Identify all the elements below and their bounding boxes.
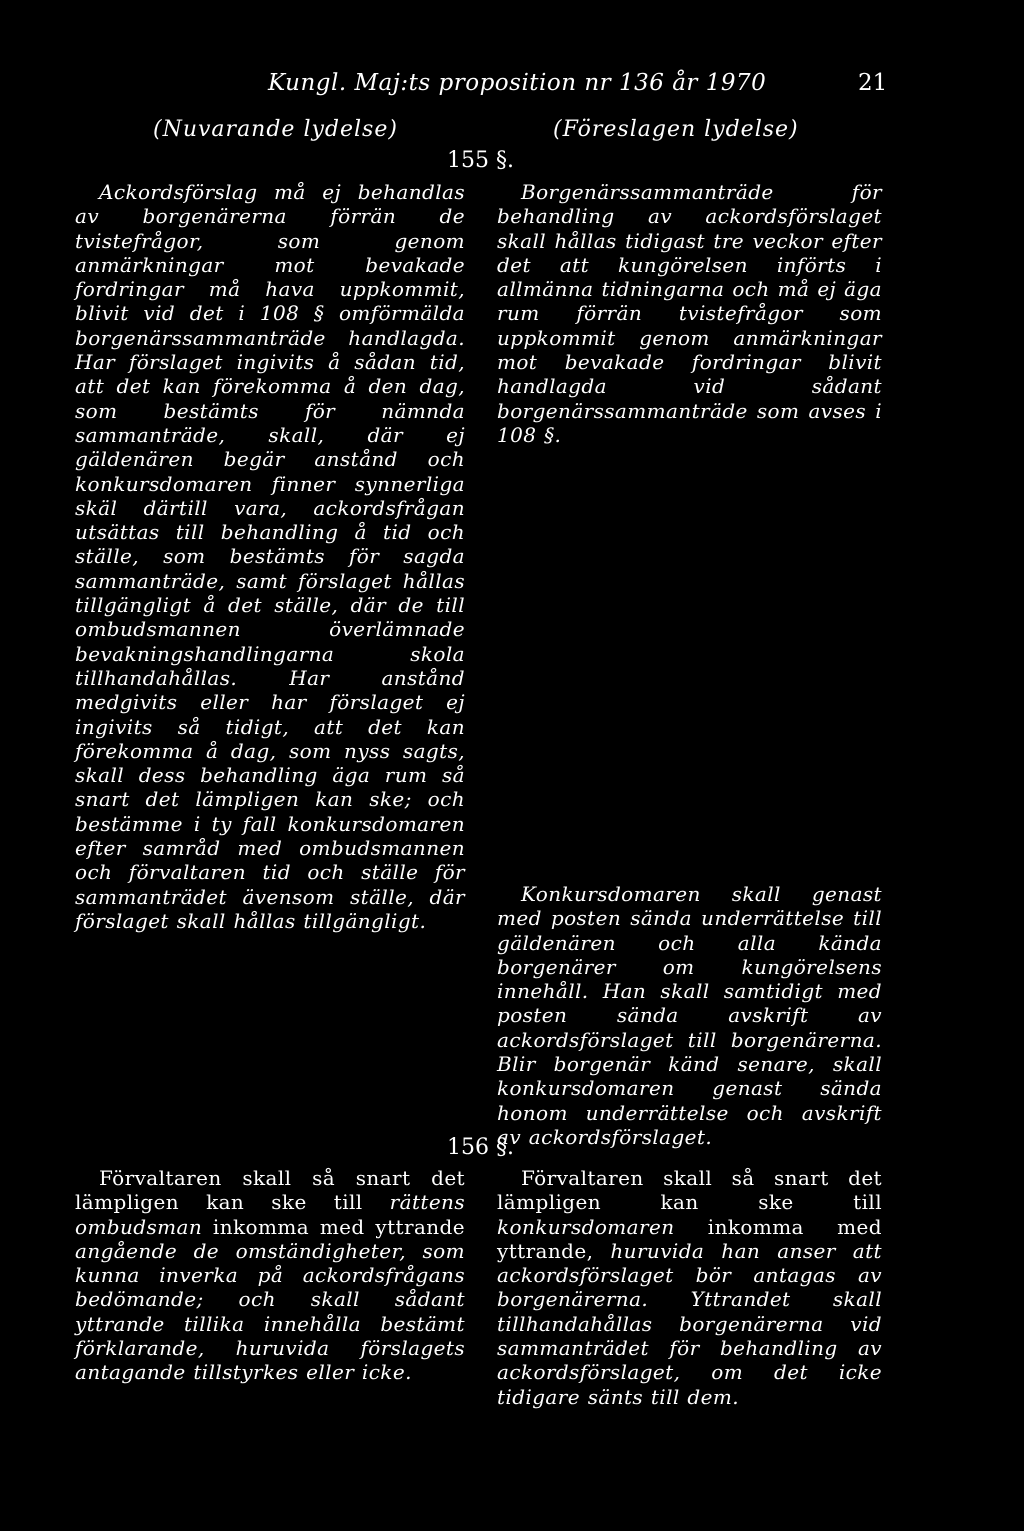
section-156-proposed-italic-1: konkursdomaren [497,1214,675,1239]
section-156-proposed-paragraph [497,1166,882,1409]
section-156-current-roman-2: inkomma med yttrande [202,1214,465,1239]
section-155-proposed-paragraph-1: Borgenärssammanträde för behandling av ackordsförslaget skall hållas tidigast tre veckor efter det att kungörelsen införts i allmänna tidningarna och må ej äga rum förrän tvistefrågor som uppkommit genom anmärkningar mot bevakade fordringar blivit handlagda vid sådant borgenärssammanträde som avses i 108 §. [497,180,882,447]
section-156-current-italic-2: angående de omständigheter, som kunna inverka på ackordsfrågans bedömande; och skall sådant yttrande tillika innehålla bestämt förklarande, huruvida förslagets antagande tillstyrkes eller icke. [75,1238,465,1385]
section-155-current-text [75,180,465,933]
section-156-proposed-italic-2: huruvida han anser att ackordsförslaget bör antagas av borgenärerna. Yttrandet skall tillhandahållas borgenärerna vid sammanträdet för behandling av ackordsförslaget, om det icke tidigare sänts till dem. [497,1238,882,1409]
right-column-heading: (Föreslagen lydelse) [553,117,799,142]
section-156-current-italic-1: rättens ombudsman [75,1190,465,1239]
section-156-current-text [75,1166,465,1385]
section-155-proposed-paragraph-2: Konkursdomaren skall genast med posten sända underrättelse till gäldenären och alla kända borgenärer om kungörelsens innehåll. Han skall samtidigt med posten sända avskrift av ackordsförslaget till borgenärerna. Blir borgenär känd senare, skall konkursdomaren genast sända honom underrättelse och avskrift av ackordsförslaget. [497,882,882,1149]
header-title: Kungl. Maj:ts proposition nr 136 år 1970 [268,70,767,96]
section-155-current-paragraph: Ackordsförslag må ej behandlas av borgenärerna förrän de tvistefrågor, som genom anmärkningar mot bevakade fordringar må hava uppkommit, blivit vid det i 108 § omförmälda borgenärssammanträde handlagda. Har förslaget ingivits å sådan tid, att det kan förekomma å den dag, som bestämts för nämnda sammanträde, skall, där ej gäldenären begär anstånd och konkursdomaren finner synnerliga skäl därtill vara, ackordsfrågan utsättas till behandling å tid och ställe, som bestämts för sagda sammanträde, samt förslaget hållas tillgängligt å det ställe, där de till ombudsmannen överlämnade bevakningshandlingarna skola tillhandahållas. Har anstånd medgivits eller har förslaget ej ingivits så tidigt, att det kan förekomma å dag, som nyss sagts, skall dess behandling äga rum så snart det lämpligen kan ske; och bestämme i ty fall konkursdomaren efter samråd med ombudsmannen och förvaltaren tid och ställe för sammanträdet ävensom ställe, där förslaget skall hållas tillgängligt. [75,180,465,933]
left-column-heading: (Nuvarande lydelse) [153,117,398,142]
section-156-heading: 156 §. [447,1135,514,1160]
section-155-proposed-text-1 [497,180,882,447]
section-156-proposed-roman-2: inkomma med yttrande, [497,1214,882,1263]
section-155-proposed-text-2 [497,882,882,1149]
section-156-proposed-text [497,1166,882,1409]
section-155-heading: 155 §. [447,148,514,173]
section-156-current-paragraph [75,1166,465,1385]
section-156-current-roman-1: Förvaltaren skall så snart det lämpligen kan ske till [75,1166,465,1215]
page-number: 21 [858,70,888,96]
section-156-proposed-roman-1: Förvaltaren skall så snart det lämpligen kan ske till [497,1166,882,1215]
